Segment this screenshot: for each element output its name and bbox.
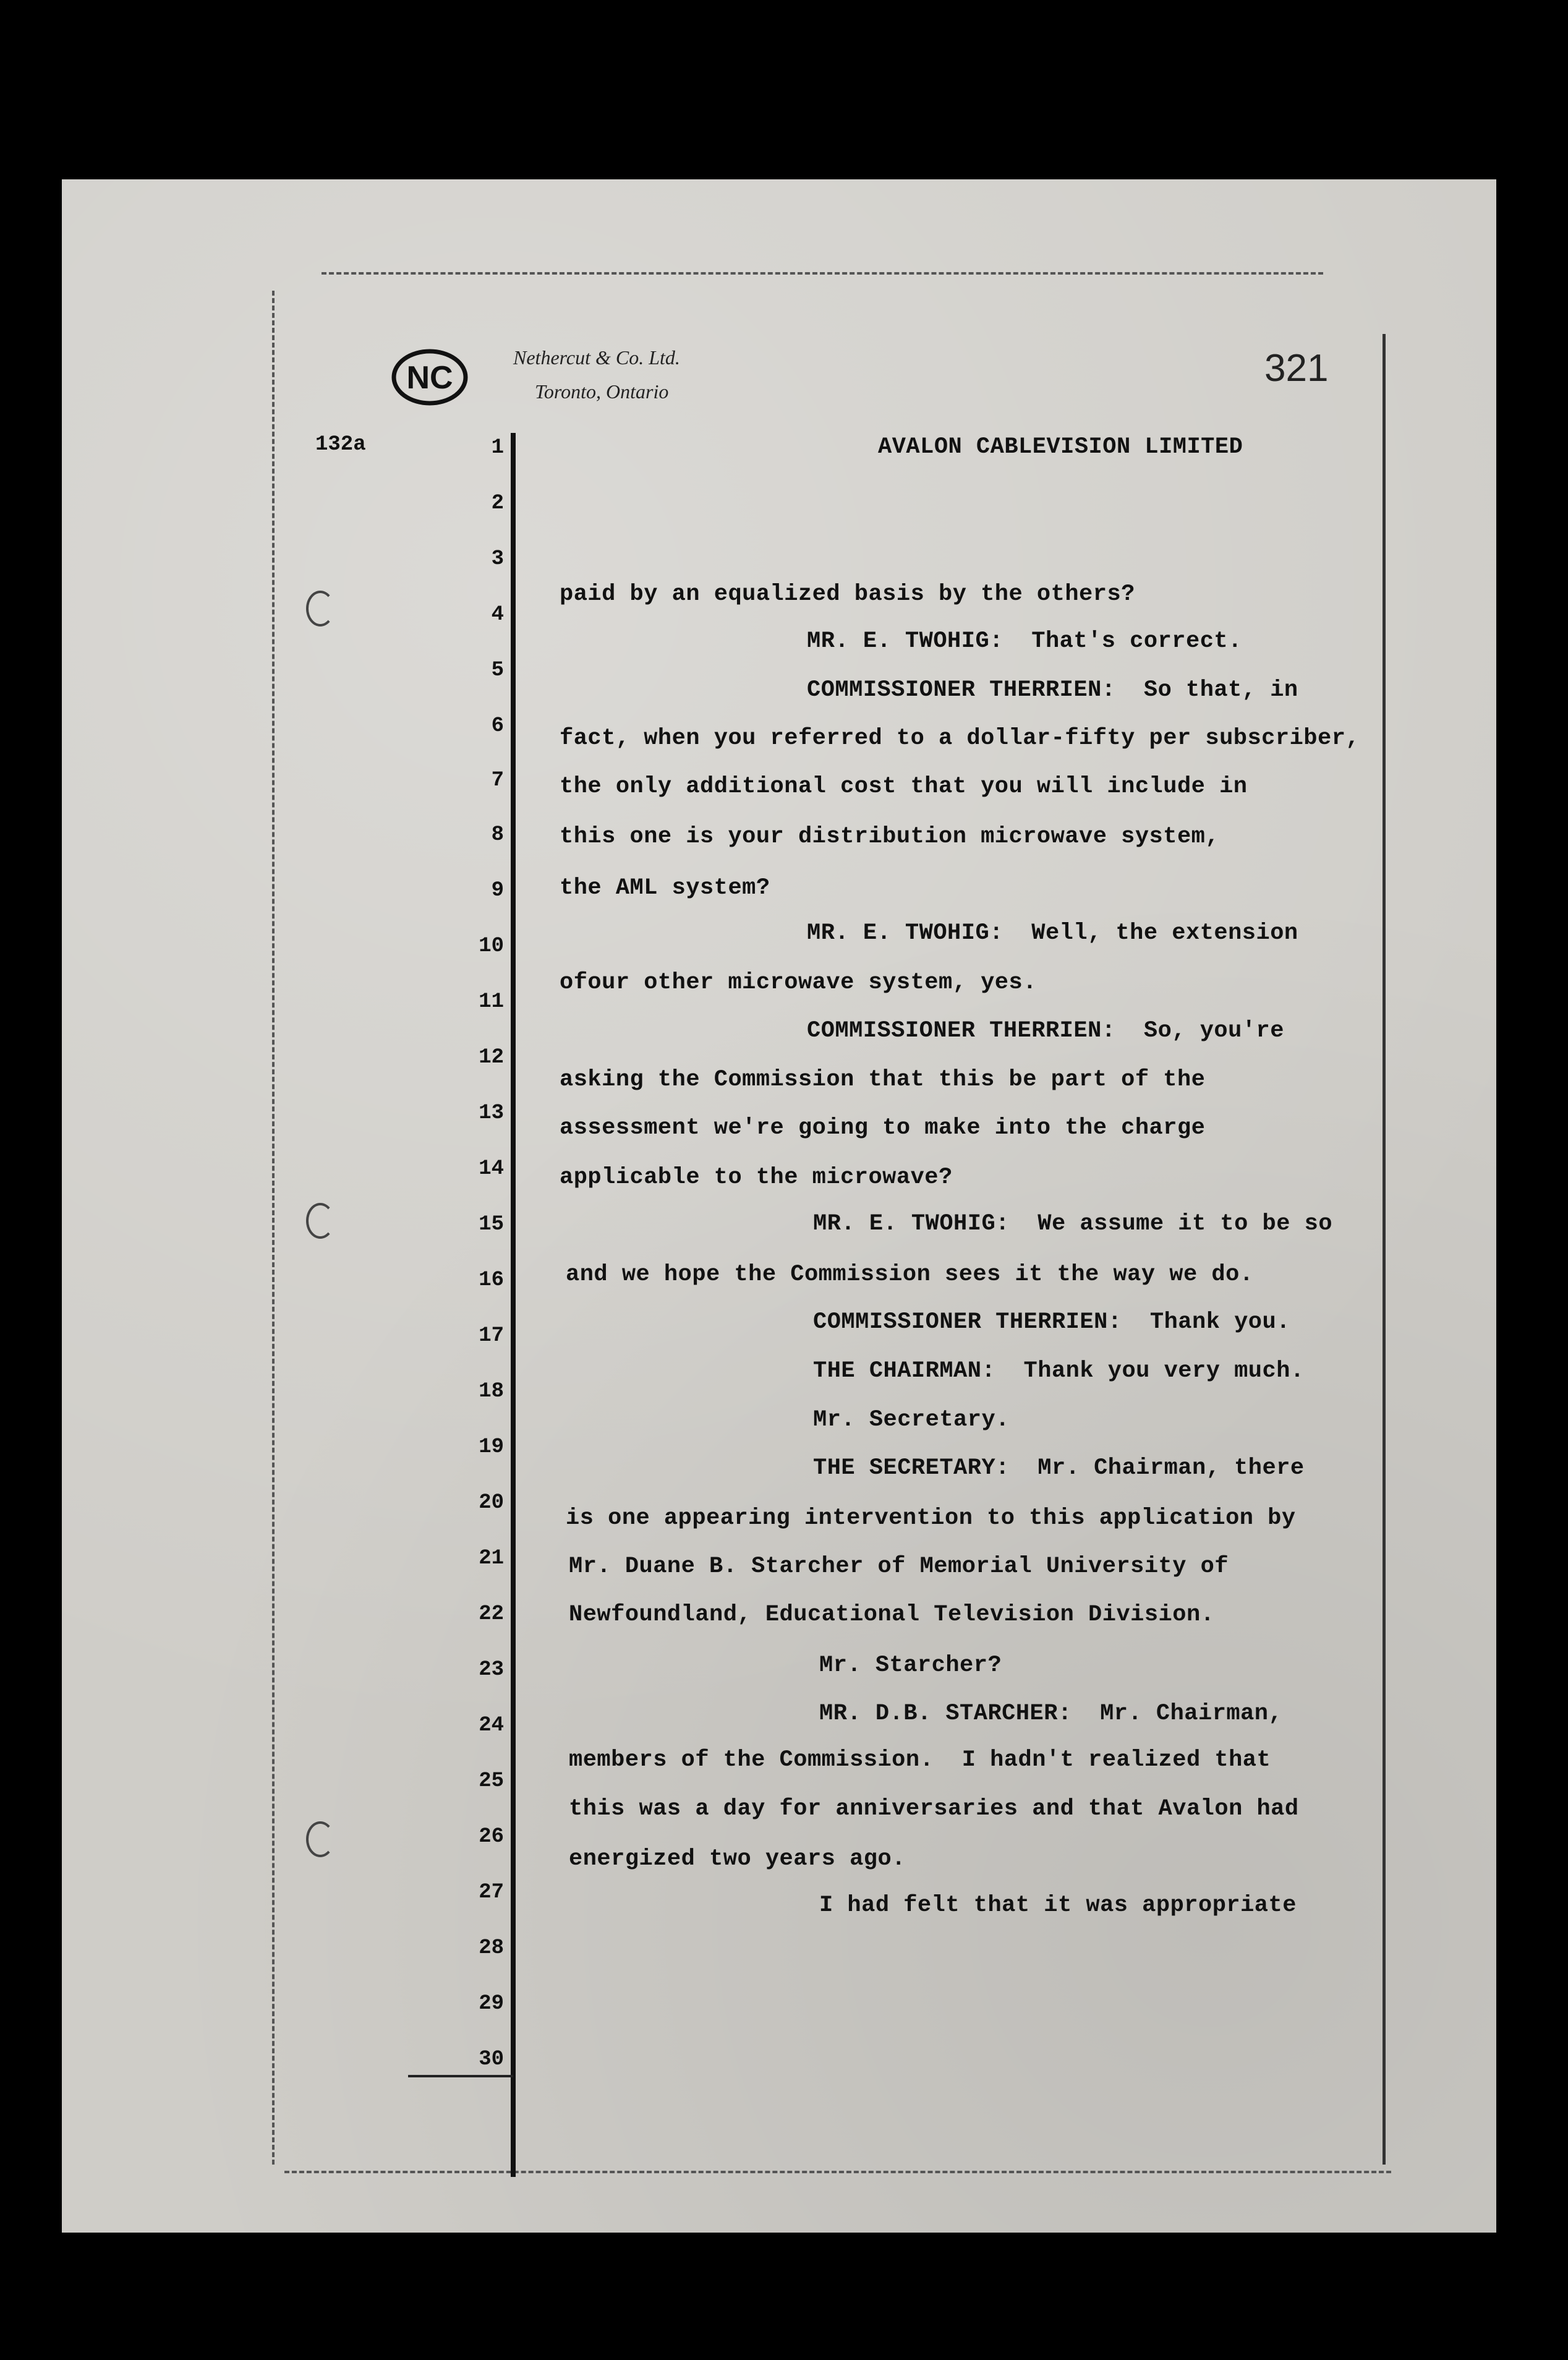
line-number: 19 <box>479 1435 504 1459</box>
page-number: 321 <box>1264 347 1329 390</box>
transcript-line: Mr. Duane B. Starcher of Memorial University of <box>569 1554 1229 1580</box>
transcript-page <box>62 179 1496 2233</box>
line-number: 13 <box>479 1101 504 1125</box>
nc-logo-icon <box>390 346 470 408</box>
line-number: 29 <box>479 1992 504 2016</box>
document-title: AVALON CABLEVISION LIMITED <box>878 434 1243 460</box>
firm-location: Toronto, Ontario <box>535 380 669 403</box>
right-margin-rule <box>1383 334 1386 2165</box>
top-border-line <box>322 272 1323 275</box>
line-number: 2 <box>491 492 504 515</box>
transcript-line: MR. E. TWOHIG: That's correct. <box>807 628 1242 654</box>
line-number: 17 <box>479 1324 504 1348</box>
line-number: 24 <box>479 1714 504 1737</box>
transcript-line: COMMISSIONER THERRIEN: So that, in <box>807 677 1298 703</box>
line-number: 3 <box>491 547 504 571</box>
line-number: 6 <box>491 714 504 738</box>
transcript-line: the only additional cost that you will include in <box>560 774 1248 800</box>
line-number: 9 <box>491 879 504 902</box>
left-border-line <box>272 291 275 2165</box>
transcript-line: MR. E. TWOHIG: Well, the extension <box>807 920 1298 946</box>
line-number: 8 <box>491 823 504 847</box>
line-number: 15 <box>479 1213 504 1236</box>
line-number: 27 <box>479 1881 504 1904</box>
line-number: 28 <box>479 1936 504 1960</box>
transcript-line: Newfoundland, Educational Television Division. <box>569 1602 1215 1628</box>
line-number: 20 <box>479 1491 504 1515</box>
transcript-line: assessment we're going to make into the charge <box>560 1115 1206 1141</box>
transcript-line: the AML system? <box>560 875 770 901</box>
transcript-line: ofour other microwave system, yes. <box>560 970 1037 996</box>
line-number: 16 <box>479 1268 504 1292</box>
bottom-border-line <box>284 2171 1391 2173</box>
line-number: 1 <box>491 436 504 460</box>
line-number: 22 <box>479 1602 504 1626</box>
line-number: 21 <box>479 1547 504 1570</box>
line-number: 12 <box>479 1046 504 1069</box>
transcript-line: and we hope the Commission sees it the way we do. <box>566 1262 1254 1288</box>
left-margin-rule <box>511 433 516 2177</box>
reference-code: 132a <box>315 433 366 456</box>
firm-name: Nethercut & Co. Ltd. <box>513 346 680 369</box>
transcript-line: MR. D.B. STARCHER: Mr. Chairman, <box>819 1701 1283 1727</box>
line-number: 14 <box>479 1157 504 1181</box>
binder-hole-middle <box>306 1203 334 1239</box>
transcript-line: applicable to the microwave? <box>560 1165 953 1191</box>
transcript-line: COMMISSIONER THERRIEN: So, you're <box>807 1018 1284 1044</box>
binder-hole-bottom <box>306 1821 334 1857</box>
transcript-line: members of the Commission. I hadn't realized that <box>569 1747 1271 1773</box>
transcript-line: COMMISSIONER THERRIEN: Thank you. <box>813 1309 1290 1335</box>
line-number: 4 <box>491 603 504 626</box>
transcript-line: I had felt that it was appropriate <box>819 1892 1297 1918</box>
transcript-line: Mr. Starcher? <box>819 1652 1002 1678</box>
transcript-line: MR. E. TWOHIG: We assume it to be so <box>813 1211 1333 1237</box>
line-number: 30 <box>479 2048 504 2071</box>
line-number: 25 <box>479 1769 504 1793</box>
line-number: 23 <box>479 1658 504 1682</box>
line-number: 5 <box>491 659 504 682</box>
transcript-line: paid by an equalized basis by the others? <box>560 581 1135 607</box>
line-number: 26 <box>479 1825 504 1849</box>
line-number: 18 <box>479 1380 504 1403</box>
transcript-line: energized two years ago. <box>569 1846 906 1872</box>
binder-hole-top <box>306 591 334 626</box>
transcript-line: Mr. Secretary. <box>813 1407 1010 1433</box>
transcript-line: is one appearing intervention to this application by <box>566 1505 1296 1531</box>
transcript-line: this one is your distribution microwave system, <box>560 824 1220 850</box>
line-30-underline <box>408 2075 513 2077</box>
line-number: 10 <box>479 934 504 958</box>
svg-text:NC: NC <box>406 360 453 396</box>
line-number: 11 <box>479 990 504 1014</box>
line-number: 7 <box>491 769 504 792</box>
transcript-line: THE SECRETARY: Mr. Chairman, there <box>813 1455 1305 1481</box>
transcript-line: this was a day for anniversaries and that Avalon had <box>569 1796 1299 1822</box>
transcript-line: asking the Commission that this be part of the <box>560 1067 1206 1093</box>
transcript-line: fact, when you referred to a dollar-fifty per subscriber, <box>560 725 1360 751</box>
transcript-line: THE CHAIRMAN: Thank you very much. <box>813 1358 1305 1384</box>
